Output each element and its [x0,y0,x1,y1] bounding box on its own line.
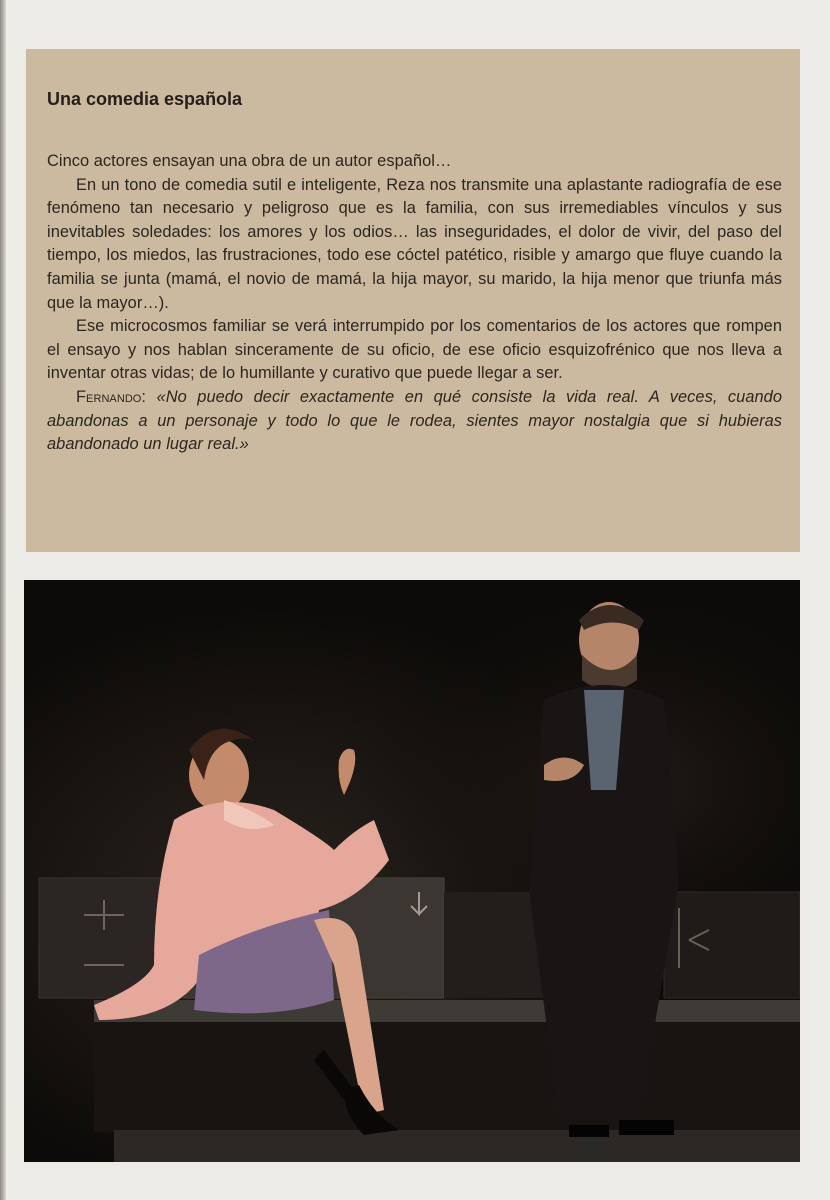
page-edge [0,0,6,1200]
paragraph-description: En un tono de comedia sutil e inteligente, Reza nos transmite una aplastante radiografía de ese fenómeno tan necesario y peligroso que es la familia, con sus irremediables vínculos y sus inevitables soledades: los amores y los odios… las inseguridades, el dolor de vivir, del paso del tiempo, los miedos, las frustraciones, todo ese cóctel patético, risible y amargo que fluye cuando la familia se junta (mamá, el novio de mamá, la hija mayor, su marido, la hija menor que triunfa más que la mayor…). [47,175,782,312]
quote-speaker: Fernando: [76,387,147,406]
paragraph-intro: Cinco actores ensayan una obra de un autor español… [47,152,452,170]
article-box [26,49,800,552]
quote-text: «No puedo decir exactamente en qué consiste la vida real. A veces, cuando abandonas a un personaje y todo lo que le rodea, sientes mayor nostalgia que si hubieras abandonado un lugar real.» [47,387,782,454]
article-heading: Una comedia española [47,89,243,109]
stage-bench [94,1000,800,1162]
paragraph-microcosm: Ese microcosmos familiar se verá interrumpido por los comentarios de los actores que rompen el ensayo y nos hablan sinceramente de su oficio, de ese oficio esquizofrénico que nos lleva a inventar otras vidas; de lo humillante y curativo que puede llegar a ser. [47,317,782,383]
quote-paragraph [47,386,782,457]
stage-photo [24,580,800,1162]
